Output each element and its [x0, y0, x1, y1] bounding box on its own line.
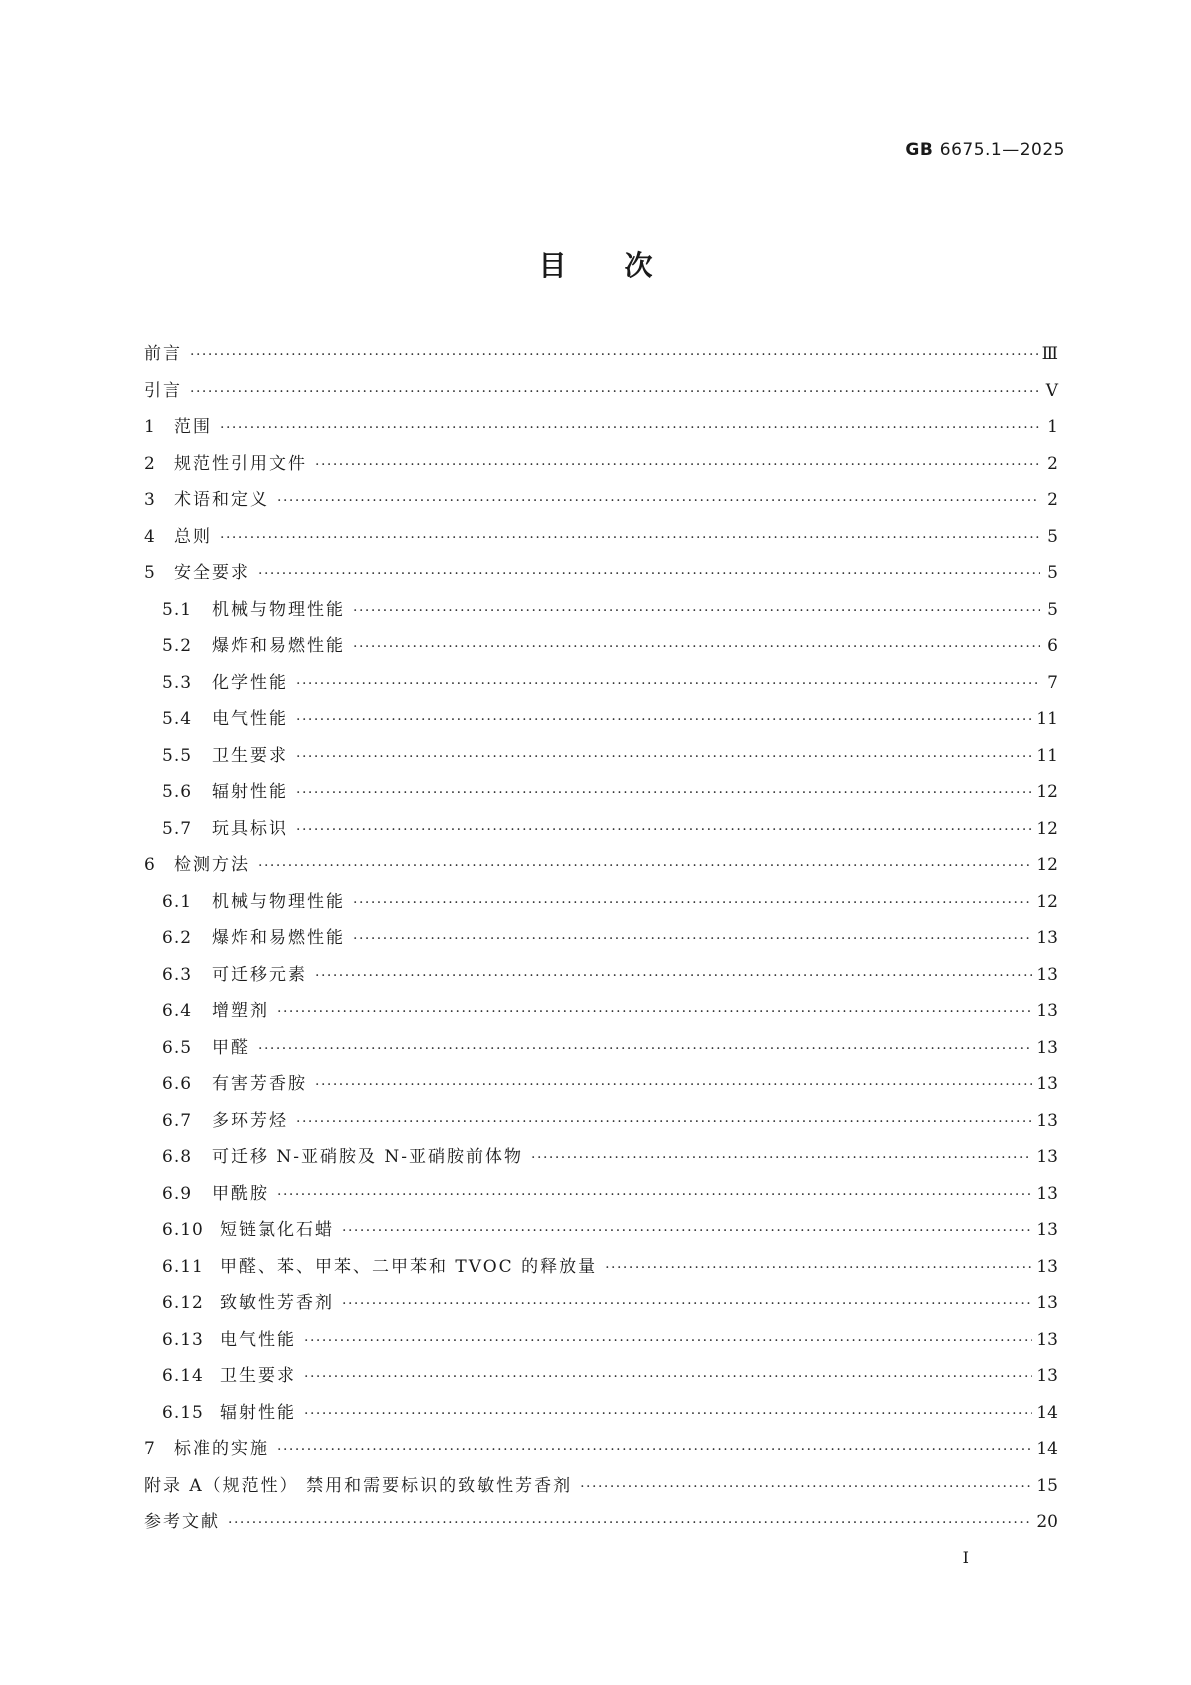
toc-leader-dots — [315, 958, 1032, 995]
toc-entry-6[interactable] — [144, 847, 1058, 884]
toc-entry-number: 6 — [144, 855, 156, 875]
toc-entry-number: 6.10 — [162, 1220, 204, 1240]
toc-leader-dots — [258, 848, 1032, 885]
toc-entry-number: 3 — [144, 490, 156, 510]
toc-entry-6-13[interactable] — [144, 1322, 1058, 1359]
toc-page-number: 12 — [1036, 891, 1058, 912]
toc-leader-dots — [353, 593, 1040, 630]
toc-entry-label: 甲醛 — [212, 1037, 250, 1058]
toc-leader-dots — [220, 520, 1040, 557]
toc-entry-number: 6.4 — [162, 1001, 193, 1021]
toc-page-number: 13 — [1036, 1037, 1058, 1058]
toc-page-number: 13 — [1036, 928, 1058, 948]
toc-leader-dots — [296, 812, 1032, 849]
toc-entry-label: 前言 — [144, 344, 182, 364]
toc-entry-number: 7 — [144, 1439, 156, 1459]
toc-entry-label: 电气性能 — [220, 1329, 296, 1350]
toc-leader-dots — [277, 483, 1040, 520]
toc-entry-6-9[interactable] — [144, 1176, 1058, 1213]
toc-entry-label: 引言 — [144, 380, 182, 401]
toc-entry-number: 1 — [144, 417, 156, 437]
toc-leader-dots — [342, 1213, 1032, 1250]
toc-page-number: 13 — [1036, 1256, 1058, 1277]
toc-entry-label: 玩具标识 — [212, 818, 288, 839]
toc-leader-dots — [277, 1177, 1032, 1214]
toc-leader-dots — [220, 410, 1040, 447]
toc-entry-label: 爆炸和易燃性能 — [212, 928, 345, 948]
toc-page-number: 15 — [1036, 1475, 1058, 1496]
toc-entry-label: 电气性能 — [212, 709, 288, 729]
toc-page-number: 5 — [1047, 526, 1058, 547]
toc-entry-label: 卫生要求 — [220, 1366, 296, 1386]
toc-entry-label: 机械与物理性能 — [212, 599, 345, 620]
toc-entry-6-5[interactable] — [144, 1030, 1058, 1067]
toc-leader-dots — [605, 1250, 1032, 1287]
toc-entry-2[interactable] — [144, 446, 1058, 483]
toc-leader-dots — [190, 337, 1038, 374]
toc-entry-number: 6.8 — [162, 1147, 193, 1167]
toc-entry-label: 范围 — [174, 417, 212, 437]
toc-page-number: 13 — [1036, 1074, 1058, 1094]
toc-entry-label: 卫生要求 — [212, 745, 288, 766]
toc-entry-label: 安全要求 — [174, 563, 250, 583]
toc-entry-number: 4 — [144, 526, 156, 547]
toc-page-number: 5 — [1047, 563, 1058, 583]
toc-entry-label: 多环芳烃 — [212, 1110, 288, 1131]
toc-leader-dots — [353, 921, 1032, 958]
toc-leader-dots — [190, 374, 1040, 411]
toc-entry-6-3[interactable] — [144, 957, 1058, 994]
toc-entry-7[interactable] — [144, 1431, 1058, 1468]
toc-page-number: 1 — [1047, 417, 1058, 437]
toc-page-number: 2 — [1047, 453, 1058, 474]
toc-leader-dots — [258, 556, 1040, 593]
toc-entry-label: 爆炸和易燃性能 — [212, 636, 345, 656]
toc-entry-6-1[interactable] — [144, 884, 1058, 921]
toc-page-number: 5 — [1047, 599, 1058, 620]
toc-entry-number: 5.5 — [162, 745, 193, 766]
toc-leader-dots — [353, 629, 1040, 666]
toc-entry-number: 6.7 — [162, 1110, 193, 1131]
toc-entry-1[interactable] — [144, 409, 1058, 446]
toc-entry-number: 6.15 — [162, 1402, 204, 1423]
toc-page-number: 11 — [1036, 745, 1058, 766]
toc-entry-number: 5.1 — [162, 599, 193, 620]
toc-page-number: 11 — [1036, 709, 1058, 729]
toc-page-number: Ⅲ — [1041, 344, 1058, 364]
toc-leader-dots — [277, 994, 1032, 1031]
toc-page-number: 13 — [1036, 1147, 1058, 1167]
toc-entry-6-11[interactable] — [144, 1249, 1058, 1286]
toc-entry-label: 可迁移元素 — [212, 964, 307, 985]
toc-entry-5-3[interactable] — [144, 665, 1058, 702]
toc-entry-label: 甲醛、苯、甲苯、二甲苯和 TVOC 的释放量 — [220, 1256, 598, 1277]
toc-entry-label: 参考文献 — [144, 1512, 220, 1532]
toc-page-number: 12 — [1036, 782, 1058, 802]
toc-leader-dots — [296, 702, 1032, 739]
toc-entry-number: 6.6 — [162, 1074, 193, 1094]
toc-entry-label: 机械与物理性能 — [212, 891, 345, 912]
standard-number: 6675.1—2025 — [939, 140, 1065, 160]
toc-page-number: 13 — [1036, 964, 1058, 985]
toc-entry-label: 规范性引用文件 — [174, 453, 307, 474]
toc-entry-number: 5.2 — [162, 636, 193, 656]
toc-entry-5-2[interactable] — [144, 628, 1058, 665]
toc-page-number: 13 — [1036, 1329, 1058, 1350]
toc-page-number: 13 — [1036, 1183, 1058, 1204]
toc-entry-number: 6.2 — [162, 928, 193, 948]
toc-page-number: 6 — [1047, 636, 1058, 656]
toc-entry-number: 5.6 — [162, 782, 193, 802]
toc-leader-dots — [315, 1067, 1032, 1104]
toc-page-number: 13 — [1036, 1110, 1058, 1131]
toc-page-number: 7 — [1047, 672, 1058, 693]
toc-leader-dots — [342, 1286, 1032, 1323]
toc-entry-label: 附录 A（规范性） 禁用和需要标识的致敏性芳香剂 — [144, 1475, 573, 1496]
toc-entry-6-10[interactable] — [144, 1212, 1058, 1249]
page-number-footer: I — [962, 1548, 969, 1567]
toc-entry-label: 检测方法 — [174, 855, 250, 875]
toc-leader-dots — [296, 739, 1032, 776]
toc-entry-references[interactable] — [144, 1504, 1058, 1541]
toc-entry-6-2[interactable] — [144, 920, 1058, 957]
toc-entry-5-5[interactable] — [144, 738, 1058, 775]
toc-entry-label: 增塑剂 — [212, 1001, 269, 1021]
toc-leader-dots — [296, 666, 1040, 703]
toc-page-number: 2 — [1047, 490, 1058, 510]
toc-leader-dots — [315, 447, 1040, 484]
toc-entry-number: 5 — [144, 563, 156, 583]
toc-entry-number: 6.5 — [162, 1037, 193, 1058]
toc-entry-label: 短链氯化石蜡 — [220, 1220, 334, 1240]
toc-entry-appendix-a[interactable] — [144, 1468, 1058, 1505]
toc-entry-4[interactable] — [144, 519, 1058, 556]
toc-leader-dots — [277, 1432, 1032, 1469]
toc-entry-number: 5.4 — [162, 709, 193, 729]
toc-entry-3[interactable] — [144, 482, 1058, 519]
toc-page-number: 12 — [1036, 818, 1058, 839]
toc-entry-number: 5.3 — [162, 672, 193, 693]
toc-leader-dots — [304, 1396, 1032, 1433]
toc-leader-dots — [296, 1104, 1032, 1141]
toc-leader-dots — [228, 1505, 1032, 1542]
standard-prefix: GB — [905, 140, 934, 160]
toc-entry-label: 标准的实施 — [174, 1439, 269, 1459]
toc-entry-6-12[interactable] — [144, 1285, 1058, 1322]
toc-entry-5-6[interactable] — [144, 774, 1058, 811]
toc-page-number: 14 — [1036, 1439, 1058, 1459]
toc-entry-number: 2 — [144, 453, 156, 474]
standard-code — [905, 140, 1065, 160]
toc-page-number: Ⅴ — [1045, 380, 1058, 401]
toc-entry-number: 6.11 — [162, 1256, 204, 1277]
toc-page-number: 20 — [1036, 1512, 1058, 1532]
toc-leader-dots — [258, 1031, 1032, 1068]
toc-page-number: 13 — [1036, 1001, 1058, 1021]
toc-entry-label: 化学性能 — [212, 672, 288, 693]
toc-leader-dots — [304, 1359, 1032, 1396]
toc-leader-dots — [296, 775, 1032, 812]
table-of-contents — [144, 336, 1058, 1541]
toc-entry-number: 6.14 — [162, 1366, 204, 1386]
toc-entry-label: 有害芳香胺 — [212, 1074, 307, 1094]
toc-entry-5-7[interactable] — [144, 811, 1058, 848]
toc-entry-5-1[interactable] — [144, 592, 1058, 629]
page-title: 目次 — [538, 249, 711, 282]
toc-entry-6-7[interactable] — [144, 1103, 1058, 1140]
toc-entry-label: 甲酰胺 — [212, 1183, 269, 1204]
toc-page-number: 13 — [1036, 1366, 1058, 1386]
toc-entry-label: 术语和定义 — [174, 490, 269, 510]
toc-leader-dots — [353, 885, 1032, 922]
toc-page-number: 14 — [1036, 1402, 1058, 1423]
toc-page-number: 12 — [1036, 855, 1058, 875]
toc-entry-5-4[interactable] — [144, 701, 1058, 738]
toc-entry-number: 6.3 — [162, 964, 193, 985]
toc-page-number: 13 — [1036, 1293, 1058, 1313]
toc-entry-number: 6.9 — [162, 1183, 193, 1204]
toc-leader-dots — [580, 1469, 1032, 1506]
toc-entry-number: 5.7 — [162, 818, 193, 839]
toc-entry-label: 辐射性能 — [220, 1402, 296, 1423]
toc-entry-preface[interactable] — [144, 336, 1058, 373]
toc-entry-label: 总则 — [174, 526, 212, 547]
toc-page-number: 13 — [1036, 1220, 1058, 1240]
toc-entry-5[interactable] — [144, 555, 1058, 592]
toc-entry-label: 致敏性芳香剂 — [220, 1293, 334, 1313]
toc-entry-6-6[interactable] — [144, 1066, 1058, 1103]
toc-leader-dots — [531, 1140, 1032, 1177]
toc-entry-6-8[interactable] — [144, 1139, 1058, 1176]
toc-leader-dots — [304, 1323, 1032, 1360]
toc-entry-6-4[interactable] — [144, 993, 1058, 1030]
toc-entry-introduction[interactable] — [144, 373, 1058, 410]
toc-entry-number: 6.13 — [162, 1329, 204, 1350]
toc-entry-label: 可迁移 N-亚硝胺及 N-亚硝胺前体物 — [212, 1147, 524, 1167]
toc-entry-label: 辐射性能 — [212, 782, 288, 802]
toc-entry-6-15[interactable] — [144, 1395, 1058, 1432]
toc-entry-number: 6.1 — [162, 891, 193, 912]
toc-entry-number: 6.12 — [162, 1293, 204, 1313]
toc-entry-6-14[interactable] — [144, 1358, 1058, 1395]
